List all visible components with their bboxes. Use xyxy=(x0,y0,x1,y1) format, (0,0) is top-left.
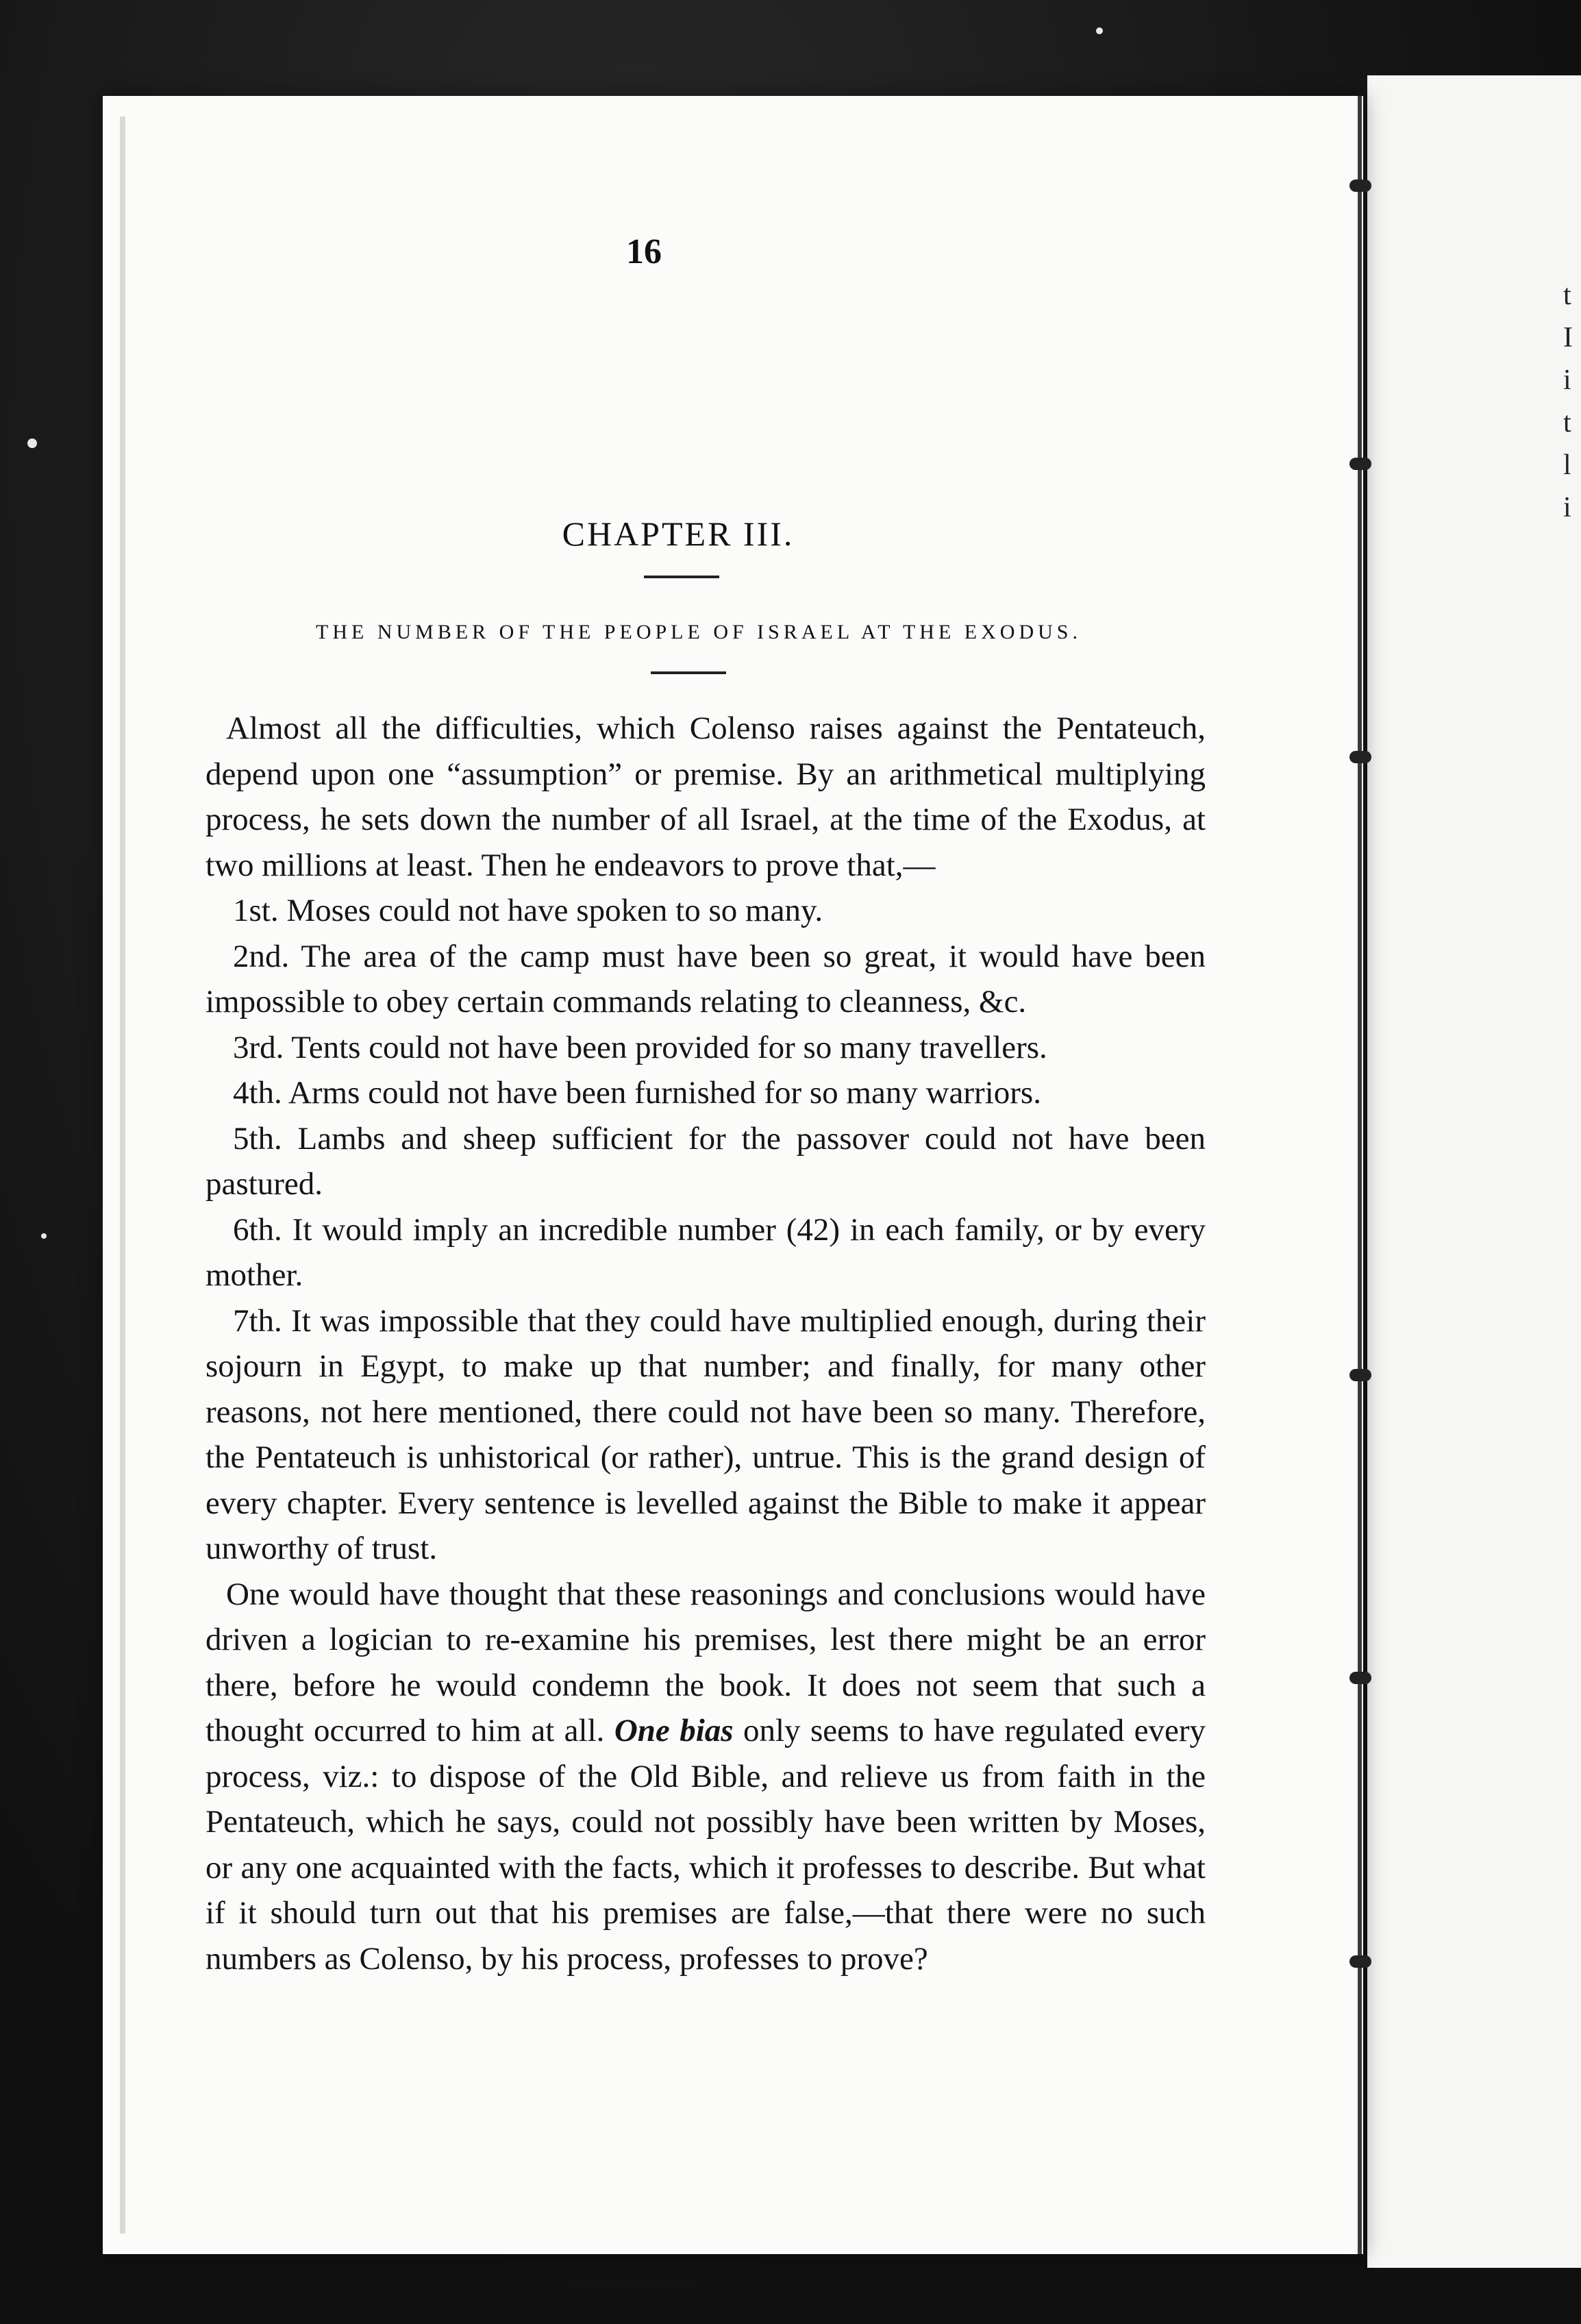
facing-letter: i xyxy=(1563,492,1571,523)
facing-page xyxy=(1367,75,1581,2268)
list-item: 2nd. The area of the camp must have been so great, it would have been impossible to obey certain commands relating to cleanness, &c. xyxy=(206,938,1206,1019)
binding-stitch xyxy=(1349,1955,1371,1968)
emphasis: bias xyxy=(680,1713,734,1748)
paragraph xyxy=(206,1572,1206,1982)
binding-stitch xyxy=(1349,1672,1371,1684)
body-text xyxy=(206,706,1206,1981)
paragraph-start: One would have thought that these reasonings and conclusions would have driven a logician to re-examine his premises, lest there might be an error there, before he would condemn the book. It does not seem that such a thought occurred to him at all. xyxy=(206,1576,1206,1748)
list-item: 7th. It was impossible that they could have multiplied enough, during their sojourn in Egypt, to make up that number; and finally, for many other reasons, not here mentioned, there could not have been so many. Therefore, the Pentateuch is unhistorical (or rather), untrue. This is the grand design of every chapter. Every sentence is levelled against the Bible to make it appear unworthy of trust. xyxy=(206,1302,1206,1566)
binding-stitch xyxy=(1349,751,1371,763)
subtitle-rule xyxy=(651,671,726,674)
paragraph-end: only seems to have regulated every process, viz.: to dispose of the Old Bible, and relieve us from faith in the Pentateuch, which he says, could not possibly have been written by Moses, or any one acquainted with the facts, which it professes to describe. But what if it should turn out that his premises are false,—that there were no such numbers as Colenso, by his process, professes to prove? xyxy=(206,1713,1206,1977)
scan-speck xyxy=(27,438,37,448)
facing-page-text xyxy=(1563,274,1581,529)
chapter-subtitle: THE NUMBER OF THE PEOPLE OF ISRAEL AT THE EXODUS. xyxy=(316,621,1082,643)
facing-letter: t xyxy=(1563,280,1571,311)
binding-stitch xyxy=(1349,1369,1371,1381)
facing-letter: t xyxy=(1563,407,1571,438)
binding-stitch xyxy=(1349,180,1371,192)
scan-speck xyxy=(1096,27,1103,34)
scan-speck xyxy=(41,1233,47,1239)
facing-letter: I xyxy=(1563,322,1573,354)
emphasis: One xyxy=(614,1713,670,1748)
list-item: 6th. It would imply an incredible number (42) in each family, or by every mother. xyxy=(206,1211,1206,1293)
binding-gutter xyxy=(1358,96,1362,2254)
list-item: 3rd. Tents could not have been provided for so many travellers. xyxy=(233,1029,1047,1065)
binding-stitch xyxy=(1349,458,1371,470)
page-edge xyxy=(120,116,125,2234)
list-item: 4th. Arms could not have been furnished for so many warriors. xyxy=(233,1075,1041,1111)
paragraph: Almost all the difficulties, which Colenso raises against the Pentateuch, depend upon one “assumption” or premise. By an arithmetical multiplying process, he sets down the number of all Israel, at the time of the Exodus, at two millions at least. Then he endeavors to prove that,— xyxy=(206,710,1206,883)
list-item: 5th. Lambs and sheep sufficient for the passover could not have been pastured. xyxy=(206,1120,1206,1202)
facing-letter: l xyxy=(1563,449,1571,481)
page-number: 16 xyxy=(626,232,662,271)
list-item: 1st. Moses could not have spoken to so many. xyxy=(233,893,823,928)
facing-letter: i xyxy=(1563,364,1571,396)
chapter-title: CHAPTER III. xyxy=(562,515,795,553)
title-rule xyxy=(644,576,719,578)
